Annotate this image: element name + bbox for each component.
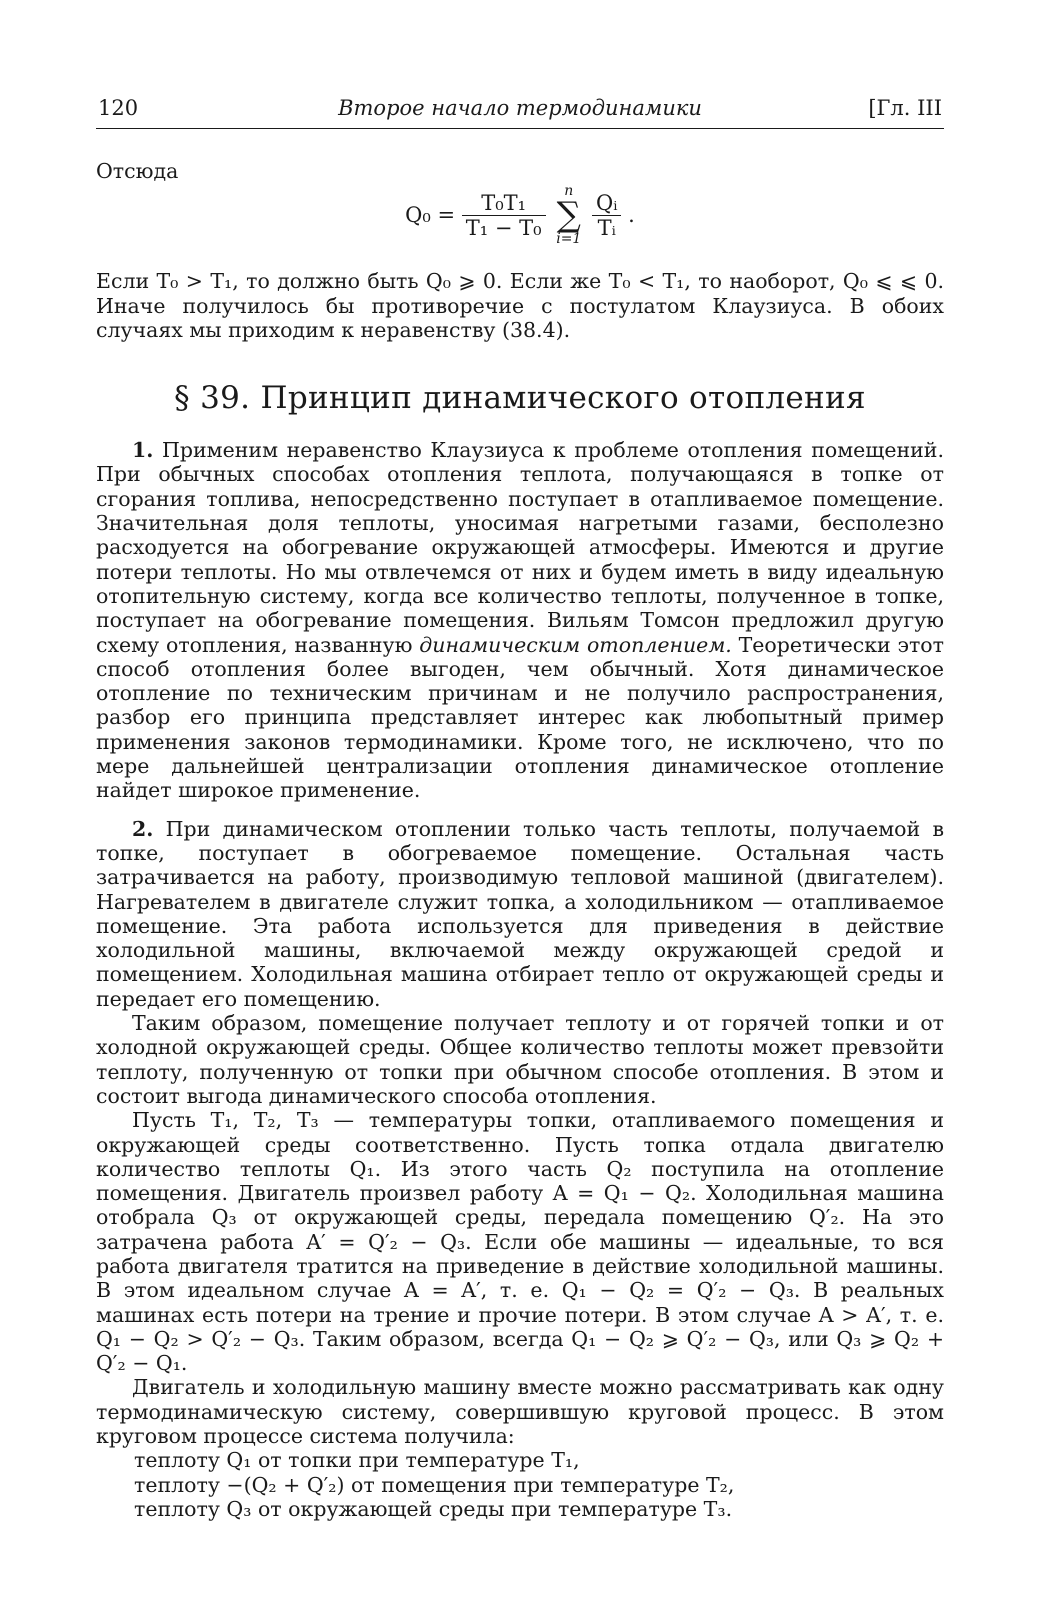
- paragraph-1-number: 1.: [132, 438, 154, 463]
- paragraph-1-italic-term: динамическим отоплением.: [419, 632, 732, 657]
- paragraph-1: [96, 438, 944, 802]
- fraction-denominator: T₁ − T₀: [465, 215, 542, 240]
- paragraph-after-formula: Если T₀ > T₁, то должно быть Q₀ ⩾ 0. Если же T₀ < T₁, то наоборот, Q₀ ⩽ ⩽ 0. Иначе получилось бы противоречие с постулатом Клаузиуса. В обоих случаях мы приходим к неравенству (38.4).: [96, 269, 944, 342]
- sum-lower-limit: i=1: [556, 231, 582, 248]
- paragraph-4: Пусть T₁, T₂, T₃ — температуры топки, отапливаемого помещения и окружающей среды соответственно. Пусть топка отдала двигателю количество теплоты Q₁. Из этого часть Q₂ поступила на отопление помещения. Двигатель произвел работу A = Q₁ − Q₂. Холодильная машина отобрала Q₃ от окружающей среды, передала помещению Q′₂. На это затрачена работа A′ = Q′₂ − Q₃. Если обе машины — идеальные, то вся работа двигателя тратится на приведение в действие холодильной машины. В этом идеальном случае A = A′, т. е. Q₁ − Q₂ = Q′₂ − Q₃. В реальных машинах есть потери на трение и прочие потери. В этом случае A > A′, т. е. Q₁ − Q₂ > Q′₂ − Q₃. Таким образом, всегда Q₁ − Q₂ ⩾ Q′₂ − Q₃, или Q₃ ⩾ Q₂ + Q′₂ − Q₁.: [96, 1108, 944, 1376]
- sigma-icon: ∑: [556, 195, 581, 236]
- summand-numerator: Qᵢ: [592, 191, 621, 216]
- formula-period: .: [628, 203, 635, 228]
- summation-sign: [556, 183, 581, 247]
- sum-upper-limit: n: [564, 183, 574, 200]
- summation-formula: [96, 183, 944, 269]
- chapter-label: [Гл. III: [868, 96, 942, 120]
- summand-fraction: [592, 191, 621, 240]
- paragraph-1-text-b: Теоретически этот способ отопления более выгоден, чем обычный. Хотя динамическое отопление по техническим причинам и не получило распространения, разбор его принципа представляет интерес как любопытный пример применения законов термодинамики. Кроме того, не исключено, что по мере дальнейшей централизации отопления динамическое отопление найдет широкое применение.: [96, 632, 944, 803]
- formula-fraction: [462, 191, 546, 240]
- running-title: Второе начало термодинамики: [338, 96, 702, 120]
- paragraph-1-text-a: Применим неравенство Клаузиуса к проблеме отопления помещений. При обычных способах отопления теплота, получающаяся в топке от сгорания топлива, непосредственно поступает в отапливаемое помещение. Значительная доля теплоты, уносимая нагретыми газами, бесполезно расходуется на обогревание окружающей атмосферы. Имеются и другие потери теплоты. Но мы отвлечемся от них и будем иметь в виду идеальную отопительную систему, когда все количество теплоты, полученное в топке, поступает на обогревание помещения. Вильям Томсон предложил другую схему отопления, названную: [96, 438, 944, 657]
- list-item: теплоту −(Q₂ + Q′₂) от помещения при температуре T₂,: [134, 1472, 735, 1497]
- list-item: теплоту Q₁ от топки при температуре T₁,: [134, 1448, 580, 1473]
- section-title: § 39. Принцип динамического отопления: [174, 380, 866, 417]
- paragraph-3: Таким образом, помещение получает теплоту и от горячей топки и от холодной окружающей среды. Общее количество теплоты может превзойти теплоту, полученную от топки при обычном способе отопления. В этом и состоит выгода динамического способа отопления.: [96, 1011, 944, 1108]
- formula-lhs: Q₀ =: [405, 203, 456, 228]
- list-item: теплоту Q₃ от окружающей среды при температуре T₃.: [134, 1496, 733, 1521]
- book-page: [96, 96, 944, 1521]
- intro-word: Отсюда: [96, 159, 179, 183]
- summand-denominator: Tᵢ: [597, 215, 616, 240]
- heat-list: [96, 1448, 944, 1521]
- paragraph-2: [96, 817, 944, 1011]
- fraction-numerator: T₀T₁: [462, 191, 546, 216]
- running-header: [96, 96, 944, 129]
- paragraph-2-text: При динамическом отоплении только часть теплоты, получаемой в топке, поступает в обогреваемое помещение. Остальная часть затрачивается на работу, производимую тепловой машиной (двигателем). Нагревателем в двигателе служит топка, а холодильником — отапливаемое помещение. Эта работа используется для приведения в действие холодильной машины, включаемой между окружающей средой и помещением. Холодильная машина отбирает тепло от окружающей среды и передает его помещению.: [96, 816, 944, 1011]
- paragraph-5: Двигатель и холодильную машину вместе можно рассматривать как одну термодинамическую систему, совершившую круговой процесс. В этом круговом процессе система получила:: [96, 1375, 944, 1449]
- paragraph-2-number: 2.: [132, 816, 154, 841]
- page-number: 120: [98, 96, 139, 120]
